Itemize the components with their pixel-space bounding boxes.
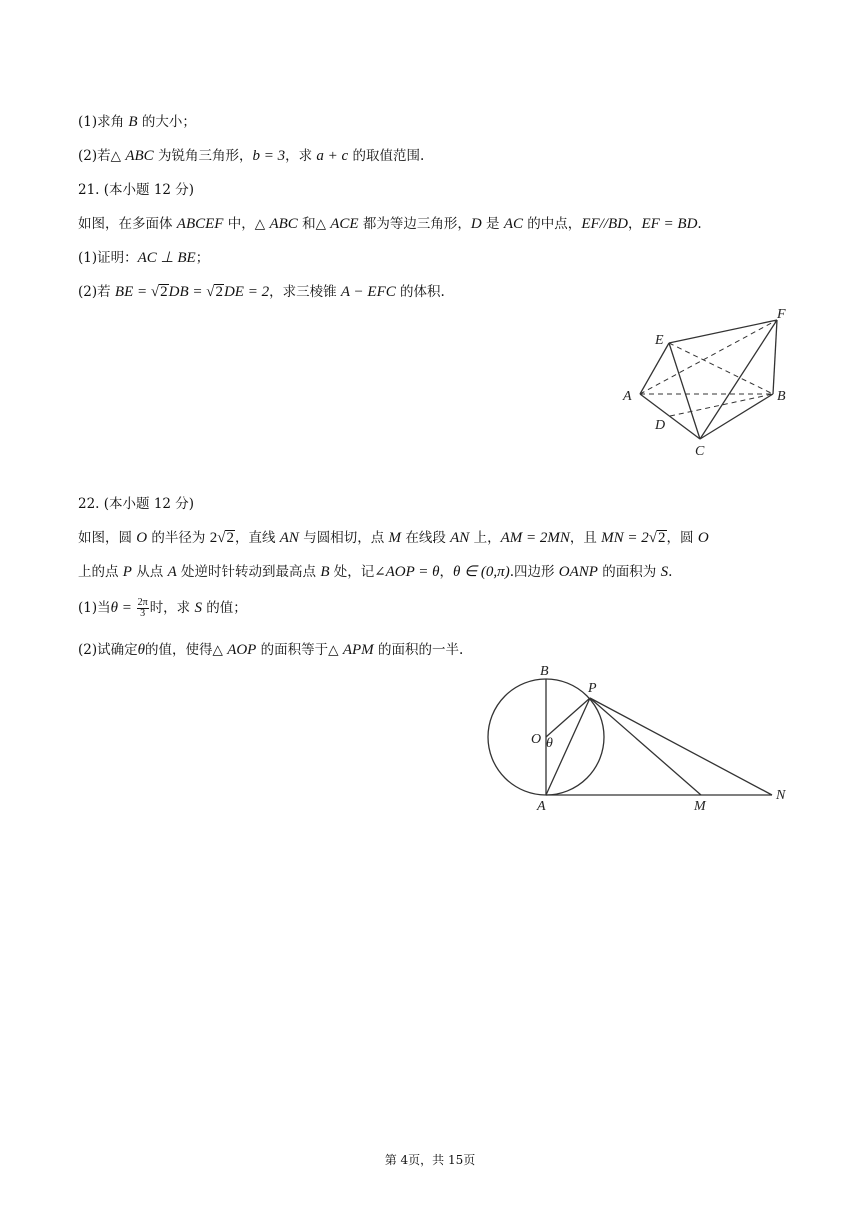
- text: ，: [439, 564, 453, 580]
- triangle-symbol: △: [328, 642, 339, 658]
- math: A − EFC: [340, 284, 396, 300]
- text: 的取值范围.: [348, 148, 425, 164]
- text: 处逆时针转动到最高点: [176, 564, 321, 580]
- radius-value: 2√2: [209, 530, 234, 546]
- radicand: 2: [215, 284, 223, 300]
- label-B: B: [540, 664, 549, 679]
- text: .: [697, 216, 702, 232]
- text: ；: [195, 250, 210, 266]
- label-theta: θ: [546, 736, 553, 751]
- math: AN: [450, 530, 470, 546]
- label-A: A: [623, 389, 632, 404]
- q20-part2: [78, 147, 424, 165]
- text: ，求: [285, 148, 317, 164]
- label-M: M: [694, 799, 706, 814]
- edge-EF: [669, 320, 777, 343]
- text: .: [668, 564, 673, 580]
- math: AOP: [227, 642, 257, 658]
- math: P: [122, 564, 132, 580]
- text: 上，: [469, 530, 501, 546]
- text: 是: [481, 216, 504, 232]
- page-footer: 第 4页，共 15页: [384, 1153, 476, 1167]
- denominator: 3: [140, 608, 146, 619]
- q21-stem: [78, 215, 702, 233]
- edge-AE: [640, 343, 669, 394]
- text: 的值；: [201, 600, 247, 616]
- text: (1)求角: [78, 114, 129, 130]
- text: 中，: [223, 216, 255, 232]
- fraction: [137, 598, 149, 619]
- triangle-symbol: △: [212, 642, 223, 658]
- text: ，且: [569, 530, 602, 546]
- sqrt: √2: [648, 530, 666, 546]
- math: DB =: [168, 284, 207, 300]
- text: 的大小；: [137, 114, 196, 130]
- text: (1)当: [78, 600, 111, 616]
- edge-EC: [669, 343, 700, 439]
- math: D: [470, 216, 482, 232]
- text: (1)证明：: [78, 250, 138, 266]
- math: BE =: [114, 284, 151, 300]
- coef: 2: [209, 530, 218, 546]
- circle-tangent-figure: [480, 660, 800, 820]
- text: ，圆: [666, 530, 698, 546]
- q20-part1: [78, 113, 196, 131]
- text: ，求三棱锥: [269, 284, 341, 300]
- math: S: [194, 600, 202, 616]
- q22-part2: [78, 641, 463, 659]
- math: APM: [342, 642, 374, 658]
- text: .四边形: [509, 564, 559, 580]
- math: O: [136, 530, 148, 546]
- math: AOP = θ: [385, 564, 440, 580]
- segment-PM: [590, 698, 701, 795]
- math: ABC: [269, 216, 298, 232]
- text: 的面积的一半.: [373, 642, 464, 658]
- triangle-symbol: △: [110, 148, 122, 164]
- q21-heading: 21. (本小题 12 分): [78, 182, 195, 198]
- math: θ ∈ (0,π): [453, 564, 510, 580]
- radicand: 2: [226, 530, 234, 546]
- edge-FC: [700, 320, 777, 439]
- text: ，: [627, 216, 642, 232]
- sqrt: √2: [150, 284, 168, 300]
- text: 的值，使得: [145, 642, 213, 658]
- math: AC ⊥ BE: [137, 250, 196, 266]
- math: B: [320, 564, 330, 580]
- text: 都为等边三角形，: [358, 216, 471, 232]
- math: S: [660, 564, 669, 580]
- math: A: [167, 564, 177, 580]
- label-C: C: [695, 444, 705, 459]
- label-B: B: [777, 389, 786, 404]
- text: 的中点，: [523, 216, 582, 232]
- q22-stem1: [78, 529, 709, 547]
- text: 如图，圆: [78, 530, 137, 546]
- text: 的体积.: [395, 284, 445, 300]
- q22-stem2: [78, 563, 672, 581]
- label-P: P: [588, 681, 597, 696]
- math: MN = 2: [601, 530, 649, 546]
- triangle-symbol: △: [315, 216, 326, 232]
- text: 在线段: [401, 530, 451, 546]
- text: 的面积为: [597, 564, 661, 580]
- math: ABC: [125, 148, 154, 164]
- text: (2)若: [78, 148, 111, 164]
- math: AM = 2MN: [500, 530, 570, 546]
- sqrt: √2: [206, 284, 223, 300]
- text: (2)试确定: [78, 642, 138, 658]
- math: ACE: [330, 216, 359, 232]
- text: 与圆相切，点: [298, 530, 389, 546]
- q21-part2: [78, 283, 445, 301]
- math: O: [697, 530, 709, 546]
- text: 为锐角三角形，: [153, 148, 253, 164]
- text: ，直线: [234, 530, 280, 546]
- text: 如图，在多面体: [78, 216, 177, 232]
- numerator: 2π: [137, 597, 148, 608]
- label-F: F: [777, 307, 786, 322]
- polyhedron-figure: [615, 302, 795, 462]
- math: AC: [503, 216, 524, 232]
- label-N: N: [776, 788, 786, 803]
- math: EF//BD: [581, 216, 628, 232]
- math: OANP: [558, 564, 598, 580]
- math: θ: [137, 642, 145, 658]
- triangle-symbol: △: [254, 216, 266, 232]
- radicand: 2: [658, 530, 666, 546]
- text: 上的点: [78, 564, 123, 580]
- math: θ =: [110, 600, 136, 616]
- text: 处，记∠: [329, 564, 386, 580]
- label-D: D: [655, 418, 666, 433]
- text: 的半径为: [147, 530, 210, 546]
- math: DE = 2: [223, 284, 270, 300]
- segment-OP: [546, 698, 590, 737]
- q22-heading: 22. (本小题 12 分): [78, 496, 195, 512]
- math: ABCEF: [176, 216, 224, 232]
- label-E: E: [655, 333, 664, 348]
- label-A: A: [537, 799, 546, 814]
- label-O: O: [531, 732, 542, 747]
- edge-BC: [700, 394, 773, 439]
- math: AN: [279, 530, 299, 546]
- text: 的面积等于: [256, 642, 329, 658]
- text: (2)若: [78, 284, 115, 300]
- radicand: 2: [160, 284, 168, 300]
- math: B: [128, 114, 138, 130]
- q21-part1: [78, 249, 209, 267]
- text: 从点: [131, 564, 168, 580]
- edge-FB: [773, 320, 777, 394]
- math: a + c: [316, 148, 349, 164]
- edge-AC: [640, 394, 700, 439]
- segment-PN: [590, 698, 772, 795]
- math: M: [388, 530, 402, 546]
- math: EF = BD: [641, 216, 698, 232]
- q22-part1: [78, 598, 247, 619]
- math: b = 3: [252, 148, 286, 164]
- text: 时，求: [149, 600, 195, 616]
- text: 和: [297, 216, 316, 232]
